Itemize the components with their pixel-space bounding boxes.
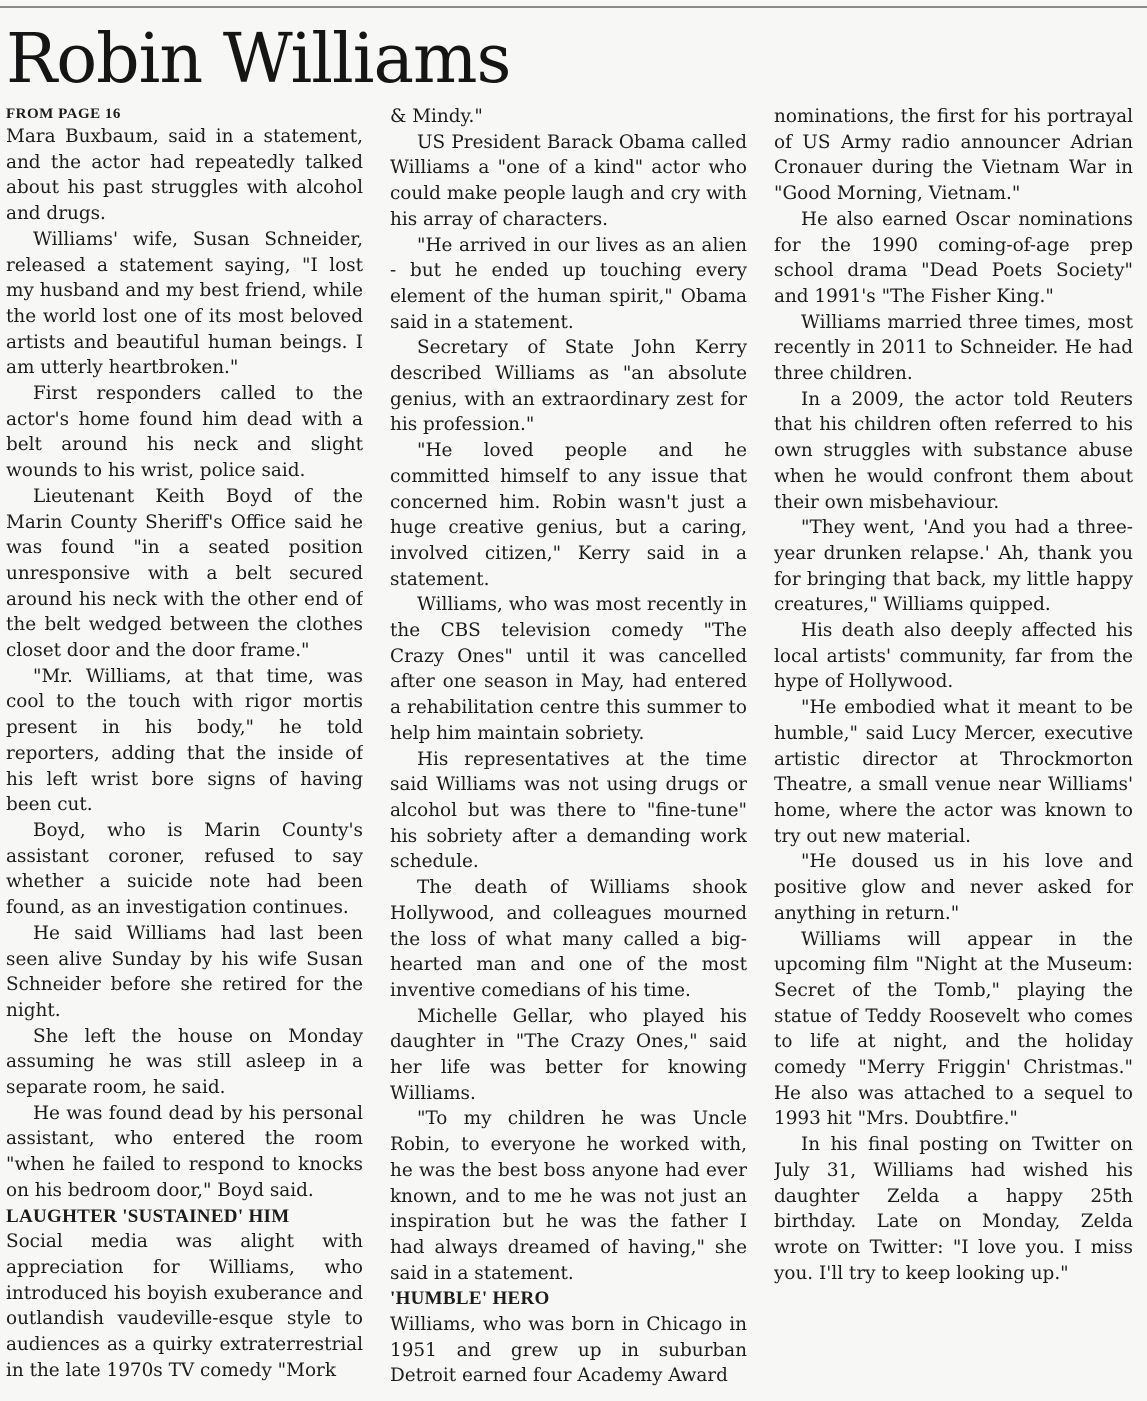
paragraph: "He embodied what it meant to be humble," said Lucy Mercer, executive artistic director at Throckmorton Theatre, a small venue near Williams' home, where the actor was known to try out new material. — [774, 697, 1133, 847]
paragraph: Williams' wife, Susan Schneider, released a statement saying, "I lost my husband and my best friend, while the world lost one of its most beloved artists and beautiful human beings. I am utterly heartbroken." — [6, 228, 363, 379]
paragraph: nominations, the first for his portrayal of US Army radio announcer Adrian Cronauer during the Vietnam War in "Good Morning, Vietnam." — [774, 106, 1133, 205]
paragraph: Williams will appear in the upcoming film "Night at the Museum: Secret of the Tomb," playing the statue of Teddy Roosevelt who comes to life at night, and the holiday comedy "Merry Friggin' Christmas." He also was attached to a sequel to 1993 hit "Mrs. Doubtfire." — [774, 928, 1133, 1130]
paragraph: Williams, who was born in Chicago in 1951 and grew up in suburban Detroit earned four Academy Award — [390, 1314, 747, 1387]
paragraph: His death also deeply affected his local artists' community, far from the hype of Hollywood. — [774, 620, 1133, 693]
paragraph: His representatives at the time said Williams was not using drugs or alcohol but was there to "fine-tune" his sobriety after a demanding work schedule. — [390, 748, 747, 873]
continued-from-label: FROM PAGE 16 — [6, 106, 121, 122]
paragraph: He also earned Oscar nominations for the 1990 coming-of-age prep school drama "Dead Poets Society" and 1991's "The Fisher King." — [774, 208, 1133, 307]
paragraph: In a 2009, the actor told Reuters that his children often referred to his own struggles with substance abuse when he would confront them about their own misbehaviour. — [774, 388, 1133, 513]
paragraph: He said Williams had last been seen alive Sunday by his wife Susan Schneider before she retired for the night. — [6, 922, 363, 1021]
paragraph: Williams, who was most recently in the CBS television comedy "The Crazy Ones" until it was cancelled after one season in May, had entered a rehabilitation centre this summer to help him maintain sobriety. — [390, 594, 747, 744]
paragraph: Williams married three times, most recently in 2011 to Schneider. He had three children. — [774, 311, 1133, 385]
paragraph: Mara Buxbaum, said in a statement, and the actor had repeatedly talked about his past struggles with alcohol and drugs. — [6, 126, 363, 225]
paragraph: "He loved people and he committed himself to any issue that concerned him. Robin wasn't just a huge creative genius, but a caring, involved citizen," Kerry said in a statement. — [390, 440, 747, 590]
section-subhead: LAUGHTER 'SUSTAINED' HIM — [6, 1205, 290, 1227]
paragraph: Boyd, who is Marin County's assistant coroner, refused to say whether a suicide note had been found, as an investigation continues. — [6, 819, 363, 919]
article-column-3 — [774, 104, 1133, 1401]
paragraph: The death of Williams shook Hollywood, and colleagues mourned the loss of what many called a big-hearted man and one of the most inventive comedians of his time. — [390, 877, 747, 1001]
article-column-2 — [390, 104, 747, 1401]
paragraph: "To my children he was Uncle Robin, to everyone he worked with, he was the best boss anyone had ever known, and to me he was not just an inspiration but he was the father I had always dreamed of having," she said in a statement. — [390, 1108, 747, 1284]
paragraph: "Mr. Williams, at that time, was cool to the touch with rigor mortis present in his body," he told reporters, adding that the inside of his left wrist bore signs of having been cut. — [6, 665, 363, 816]
paragraph: Secretary of State John Kerry described Williams as "an absolute genius, with an extraordinary zest for his profession." — [390, 337, 747, 436]
top-rule — [0, 6, 1147, 8]
paragraph: Michelle Gellar, who played his daughter in "The Crazy Ones," said her life was better for knowing Williams. — [390, 1005, 747, 1104]
section-subhead: 'HUMBLE' HERO — [390, 1288, 550, 1310]
paragraph: & Mindy." — [390, 106, 483, 127]
page-title: Robin Williams — [6, 20, 511, 99]
paragraph: US President Barack Obama called Williams a "one of a kind" actor who could make people laugh and cry with his array of characters. — [390, 131, 747, 230]
paragraph: "He arrived in our lives as an alien - but he ended up touching every element of the human spirit," Obama said in a statement. — [390, 234, 747, 333]
paragraph: Social media was alight with appreciation for Williams, who introduced his boyish exuberance and outlandish vaudeville-esque style to audiences as a quirky extraterrestrial in the late 1970s TV comedy "Mork — [6, 1231, 363, 1381]
paragraph: In his final posting on Twitter on July 31, Williams had wished his daughter Zelda a happy 25th birthday. Late on Monday, Zelda wrote on Twitter: "I love you. I miss you. I'll try to keep looking up." — [774, 1134, 1133, 1284]
paragraph: Lieutenant Keith Boyd of the Marin County Sheriff's Office said he was found "in a seated position unresponsive with a belt secured around his neck with the other end of the belt wedged between the clothes closet door and the door frame." — [6, 485, 363, 662]
paragraph: She left the house on Monday assuming he was still asleep in a separate room, he said. — [6, 1025, 363, 1099]
article-column-1 — [6, 104, 363, 1401]
paragraph: "He doused us in his love and positive glow and never asked for anything in return." — [774, 851, 1133, 924]
paragraph: First responders called to the actor's home found him dead with a belt around his neck and slight wounds to his wrist, police said. — [6, 383, 363, 482]
paragraph: "They went, 'And you had a three-year drunken relapse.' Ah, thank you for bringing that back, my little happy creatures," Williams quipped. — [774, 517, 1133, 616]
paragraph: He was found dead by his personal assistant, who entered the room "when he failed to respond to knocks on his bedroom door," Boyd said. — [6, 1102, 363, 1201]
